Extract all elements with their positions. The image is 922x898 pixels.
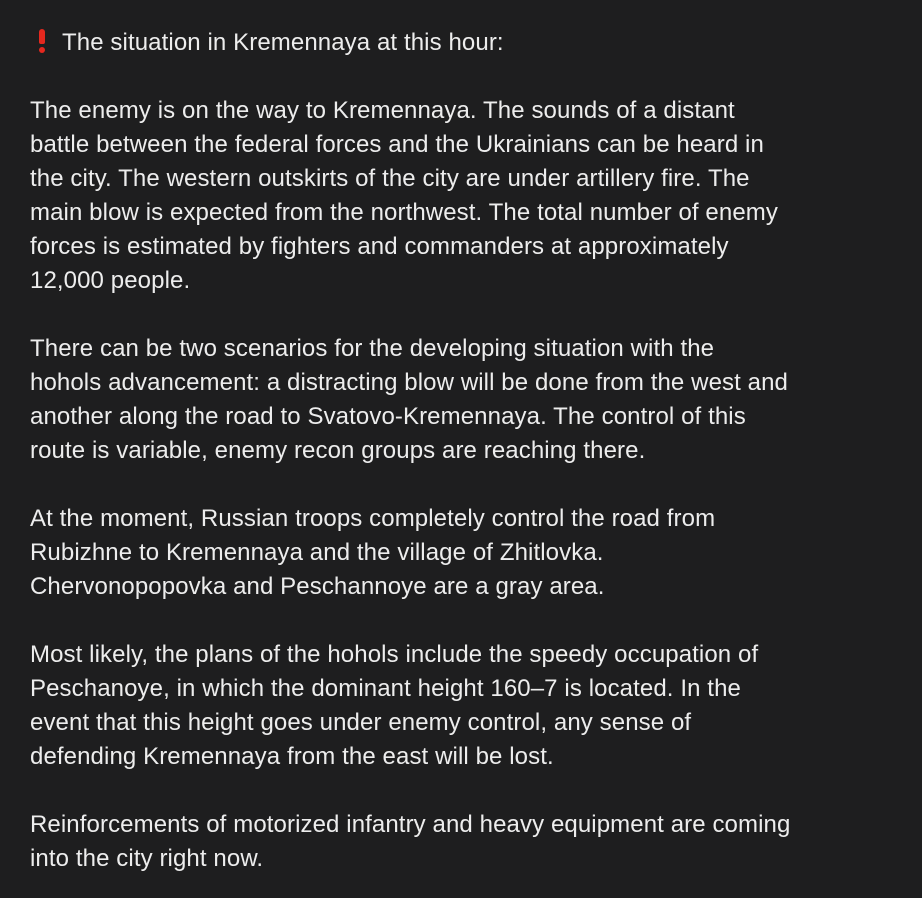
message-headline	[30, 26, 892, 60]
exclamation-icon	[36, 27, 48, 53]
paragraph-line: Chervonopopovka and Peschannoye are a gray area.	[30, 573, 605, 600]
paragraph-line: Reinforcements of motorized infantry and heavy equipment are coming	[30, 811, 791, 838]
paragraph-line: the city. The western outskirts of the city are under artillery fire. The	[30, 165, 750, 192]
paragraph-line: The enemy is on the way to Kremennaya. The sounds of a distant	[30, 97, 735, 124]
paragraph-plans	[30, 638, 892, 774]
paragraph-line: event that this height goes under enemy control, any sense of	[30, 709, 692, 736]
paragraph-line: another along the road to Svatovo-Kremennaya. The control of this	[30, 403, 746, 430]
paragraph-line: Rubizhne to Kremennaya and the village of Zhitlovka.	[30, 539, 604, 566]
paragraph-line: into the city right now.	[30, 845, 264, 872]
paragraph-scenarios	[30, 332, 892, 468]
paragraph-line: battle between the federal forces and the Ukrainians can be heard in	[30, 131, 764, 158]
paragraph-reinforcements	[30, 808, 892, 876]
paragraph-line: There can be two scenarios for the developing situation with the	[30, 335, 715, 362]
paragraph-line: Most likely, the plans of the hohols include the speedy occupation of	[30, 641, 759, 668]
paragraph-line: main blow is expected from the northwest. The total number of enemy	[30, 199, 778, 226]
paragraph-line: defending Kremennaya from the east will be lost.	[30, 743, 554, 770]
headline-text: The situation in Kremennaya at this hour:	[62, 29, 504, 56]
paragraph-line: Peschanoye, in which the dominant height 160–7 is located. In the	[30, 675, 741, 702]
paragraph-line: route is variable, enemy recon groups are reaching there.	[30, 437, 646, 464]
paragraph-road-control	[30, 502, 892, 604]
paragraph-line: At the moment, Russian troops completely control the road from	[30, 505, 716, 532]
paragraph-line: 12,000 people.	[30, 267, 191, 294]
paragraph-line: hohols advancement: a distracting blow will be done from the west and	[30, 369, 788, 396]
paragraph-enemy-approach	[30, 94, 892, 298]
paragraph-line: forces is estimated by fighters and commanders at approximately	[30, 233, 729, 260]
